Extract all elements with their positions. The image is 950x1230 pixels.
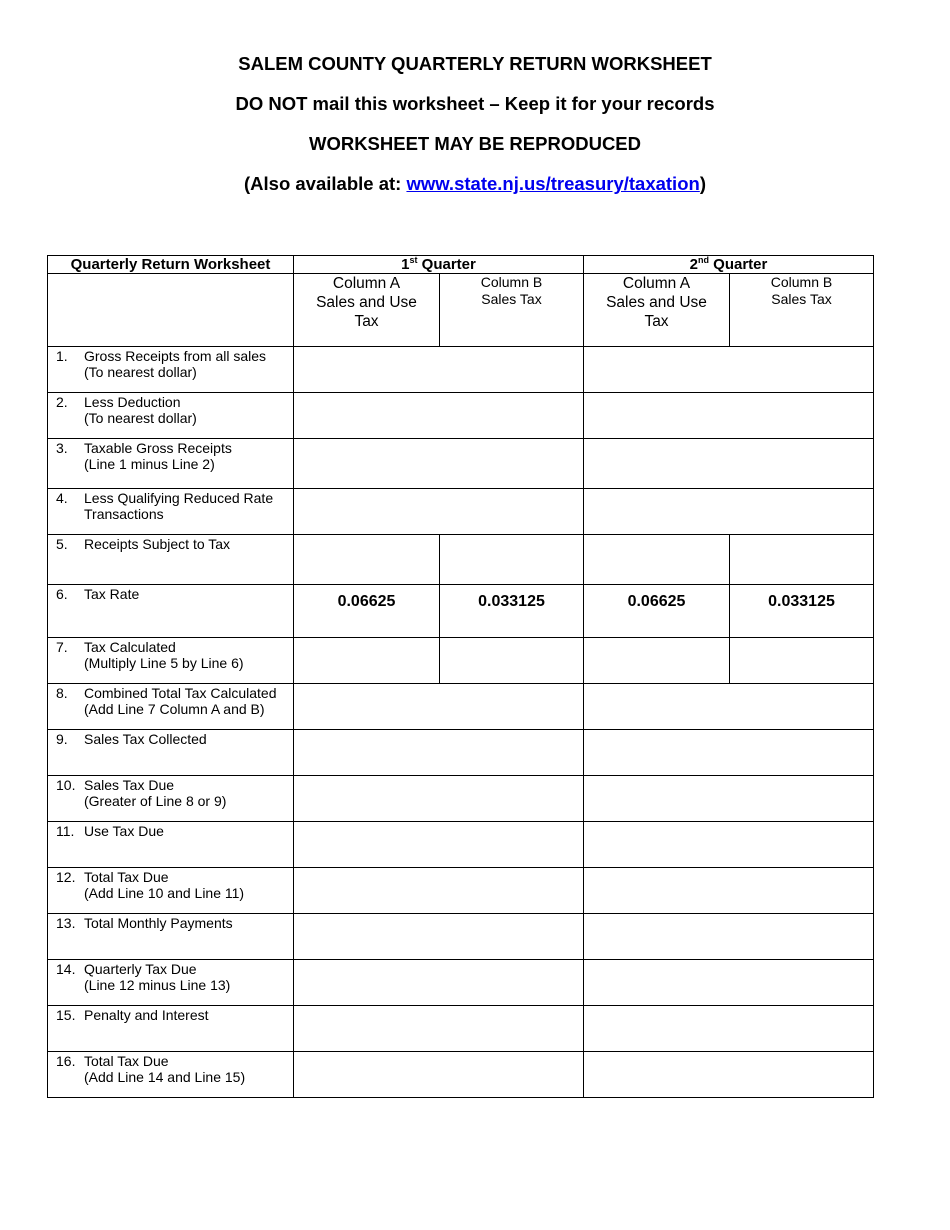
row-label-line2: (Add Line 10 and Line 11) — [84, 885, 245, 901]
q1-entry-cell[interactable] — [294, 776, 584, 822]
q2-col-a-line1: Column A — [622, 275, 691, 292]
row-number: 2. — [56, 394, 68, 410]
q2-label: Quarter — [709, 256, 768, 273]
q2-entry-cell[interactable] — [584, 1052, 874, 1098]
taxation-link[interactable]: www.state.nj.us/treasury/taxation — [406, 173, 700, 194]
row-label — [48, 822, 294, 868]
row-label — [48, 638, 294, 684]
q1-col-a-entry-cell[interactable] — [294, 638, 440, 684]
table-row — [48, 489, 874, 535]
availability-suffix: ) — [699, 173, 706, 194]
row-label-line1: Less Qualifying Reduced Rate — [84, 490, 274, 506]
q2-col-a-entry-cell[interactable] — [584, 535, 730, 585]
q1-column-b-header — [440, 274, 584, 347]
q1-col-a-line2: Sales and Use — [316, 294, 417, 311]
q2-entry-cell[interactable] — [584, 730, 874, 776]
worksheet-headings — [0, 52, 950, 196]
row-label — [48, 730, 294, 776]
q1-entry-cell[interactable] — [294, 868, 584, 914]
row-label — [48, 347, 294, 393]
row-label-line1: Total Tax Due — [84, 1053, 169, 1069]
q2-entry-cell[interactable] — [584, 868, 874, 914]
table-row — [48, 439, 874, 489]
q1-entry-cell[interactable] — [294, 393, 584, 439]
table-row — [48, 638, 874, 684]
q1-col-b-line2: Sales Tax — [481, 291, 542, 307]
q1-entry-cell[interactable] — [294, 1006, 584, 1052]
q2-entry-cell[interactable] — [584, 914, 874, 960]
q1-entry-cell[interactable] — [294, 1052, 584, 1098]
q1-suffix: st — [409, 255, 418, 265]
table-row — [48, 822, 874, 868]
row-number: 13. — [56, 915, 76, 931]
notice-text: DO NOT mail this worksheet – Keep it for your records — [235, 93, 715, 114]
row-label-line1: Tax Calculated — [84, 639, 176, 655]
row-label-line1: Sales Tax Collected — [84, 731, 207, 747]
row-number: 16. — [56, 1053, 76, 1069]
row-label-line2: (Line 1 minus Line 2) — [84, 456, 215, 472]
q2-column-a-header — [584, 274, 730, 347]
row-label — [48, 439, 294, 489]
row-label — [48, 535, 294, 585]
q2-column-b-header — [730, 274, 874, 347]
table-row — [48, 1006, 874, 1052]
q2-col-b-line1: Column B — [770, 274, 833, 290]
row-number: 5. — [56, 536, 68, 552]
q2-entry-cell[interactable] — [584, 776, 874, 822]
quarter-header-row — [48, 256, 874, 274]
row-label-line1: Receipts Subject to Tax — [84, 536, 231, 552]
row-label-line2: (Greater of Line 8 or 9) — [84, 793, 227, 809]
blank-header-cell — [48, 274, 294, 347]
row-number: 14. — [56, 961, 76, 977]
row-label-line1: Total Monthly Payments — [84, 915, 233, 931]
availability-text — [0, 172, 950, 196]
row-label-line1: Taxable Gross Receipts — [84, 440, 232, 456]
row-label-line1: Quarterly Tax Due — [84, 961, 197, 977]
q1-col-b-rate: 0.033125 — [440, 585, 584, 638]
q1-col-a-entry-cell[interactable] — [294, 535, 440, 585]
row-label — [48, 1006, 294, 1052]
row-number: 12. — [56, 869, 76, 885]
row-label-line1: Combined Total Tax Calculated — [84, 685, 277, 701]
q1-entry-cell[interactable] — [294, 960, 584, 1006]
row-label-line2: (To nearest dollar) — [84, 410, 197, 426]
table-row — [48, 868, 874, 914]
q2-entry-cell[interactable] — [584, 347, 874, 393]
q1-entry-cell[interactable] — [294, 439, 584, 489]
row-label — [48, 684, 294, 730]
table-row — [48, 730, 874, 776]
row-number: 10. — [56, 777, 76, 793]
column-header-row — [48, 274, 874, 347]
q2-entry-cell[interactable] — [584, 960, 874, 1006]
row-label-line2: (Multiply Line 5 by Line 6) — [84, 655, 244, 671]
row-number: 8. — [56, 685, 68, 701]
q2-entry-cell[interactable] — [584, 684, 874, 730]
row-label-line1: Total Tax Due — [84, 869, 169, 885]
table-row — [48, 960, 874, 1006]
q2-entry-cell[interactable] — [584, 439, 874, 489]
row-label-line1: Tax Rate — [84, 586, 140, 602]
q2-entry-cell[interactable] — [584, 822, 874, 868]
row-number: 7. — [56, 639, 68, 655]
q2-entry-cell[interactable] — [584, 393, 874, 439]
page-title: SALEM COUNTY QUARTERLY RETURN WORKSHEET — [238, 53, 712, 74]
q1-col-a-line1: Column A — [332, 275, 401, 292]
q2-col-a-rate: 0.06625 — [584, 585, 730, 638]
row-label-line1: Use Tax Due — [84, 823, 164, 839]
row-label-line2: Transactions — [84, 506, 164, 522]
reproduce-text: WORKSHEET MAY BE REPRODUCED — [308, 133, 641, 154]
table-row — [48, 585, 874, 638]
q2-entry-cell[interactable] — [584, 1006, 874, 1052]
table-row — [48, 914, 874, 960]
row-number: 9. — [56, 731, 68, 747]
row-label — [48, 489, 294, 535]
table-row — [48, 535, 874, 585]
row-number: 11. — [56, 823, 75, 839]
table-row — [48, 684, 874, 730]
q1-entry-cell[interactable] — [294, 684, 584, 730]
row-number: 6. — [56, 586, 68, 602]
table-row — [48, 776, 874, 822]
q2-col-a-line3: Tax — [644, 313, 669, 330]
q1-col-b-entry-cell[interactable] — [440, 638, 584, 684]
table-row — [48, 347, 874, 393]
availability-prefix: (Also available at: — [244, 173, 407, 194]
row-label-line2: (Add Line 7 Column A and B) — [84, 701, 265, 717]
row-label-line1: Gross Receipts from all sales — [84, 348, 267, 364]
q2-suffix: nd — [698, 255, 709, 265]
q1-column-a-header — [294, 274, 440, 347]
corner-header: Quarterly Return Worksheet — [48, 256, 294, 274]
q1-col-b-line1: Column B — [480, 274, 543, 290]
q1-number: 1 — [401, 256, 410, 273]
q2-number: 2 — [689, 256, 698, 273]
row-number: 4. — [56, 490, 68, 506]
quarterly-worksheet-table — [47, 255, 874, 1098]
q1-col-a-line3: Tax — [354, 313, 379, 330]
table-row — [48, 393, 874, 439]
q1-col-a-rate: 0.06625 — [294, 585, 440, 638]
q2-entry-cell[interactable] — [584, 489, 874, 535]
row-number: 15. — [56, 1007, 76, 1023]
row-label — [48, 914, 294, 960]
q1-entry-cell[interactable] — [294, 914, 584, 960]
row-label — [48, 960, 294, 1006]
row-label-line2: (To nearest dollar) — [84, 364, 197, 380]
row-label — [48, 776, 294, 822]
q1-col-b-entry-cell[interactable] — [440, 535, 584, 585]
q1-entry-cell[interactable] — [294, 347, 584, 393]
first-quarter-header — [294, 256, 584, 274]
q2-col-b-entry-cell[interactable] — [730, 535, 874, 585]
q1-label: Quarter — [417, 256, 476, 273]
row-label-line1: Penalty and Interest — [84, 1007, 209, 1023]
row-number: 1. — [56, 348, 68, 364]
q1-entry-cell[interactable] — [294, 489, 584, 535]
row-number: 3. — [56, 440, 68, 456]
row-label-line1: Sales Tax Due — [84, 777, 175, 793]
q2-col-b-rate: 0.033125 — [730, 585, 874, 638]
row-label-line1: Less Deduction — [84, 394, 181, 410]
q1-entry-cell[interactable] — [294, 822, 584, 868]
row-label-line2: (Add Line 14 and Line 15) — [84, 1069, 246, 1085]
table-row — [48, 1052, 874, 1098]
second-quarter-header — [584, 256, 874, 274]
q2-col-a-line2: Sales and Use — [606, 294, 707, 311]
q2-col-a-entry-cell[interactable] — [584, 638, 730, 684]
q2-col-b-entry-cell[interactable] — [730, 638, 874, 684]
row-label — [48, 585, 294, 638]
q1-entry-cell[interactable] — [294, 730, 584, 776]
row-label — [48, 868, 294, 914]
q2-col-b-line2: Sales Tax — [771, 291, 832, 307]
row-label-line2: (Line 12 minus Line 13) — [84, 977, 231, 993]
row-label — [48, 1052, 294, 1098]
row-label — [48, 393, 294, 439]
